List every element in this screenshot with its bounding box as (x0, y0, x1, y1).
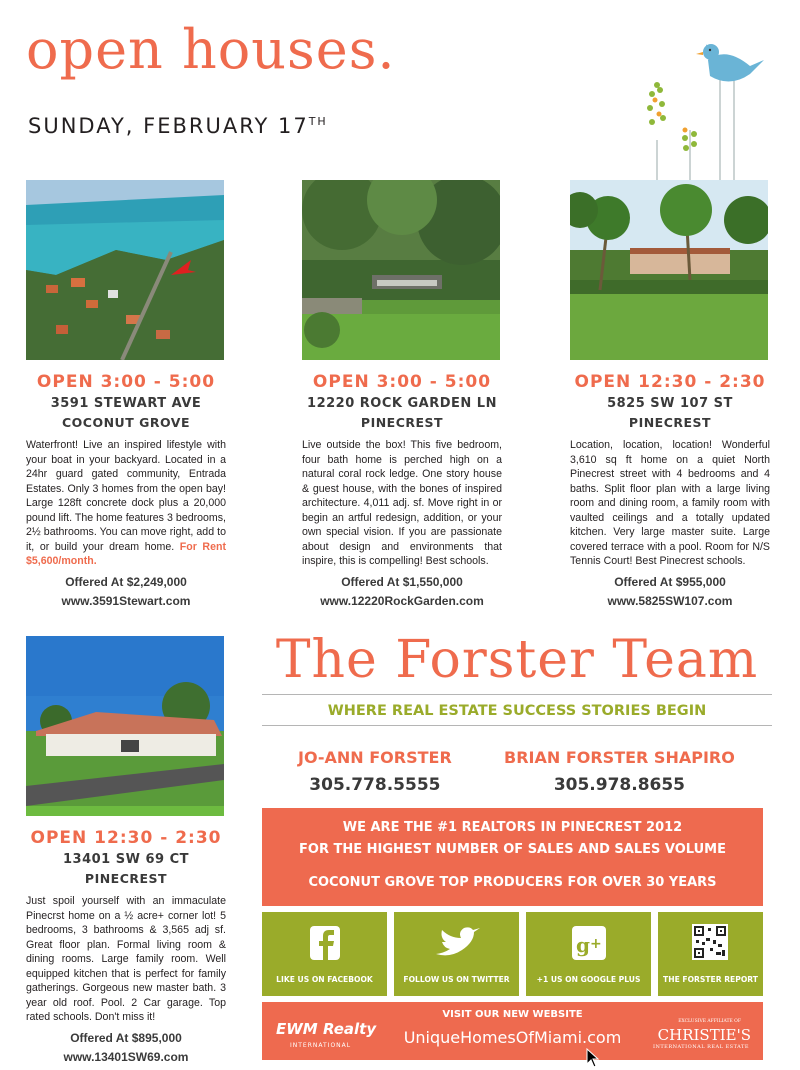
social-label: +1 US ON GOOGLE PLUS (536, 975, 641, 984)
agent-name: JO-ANN FORSTER (298, 748, 452, 767)
christies-sublabel: INTERNATIONAL REAL ESTATE (652, 1044, 749, 1050)
listing-url[interactable]: www.3591Stewart.com (61, 593, 191, 608)
open-time: OPEN 12:30 - 2:30 (30, 828, 222, 848)
agent (504, 748, 735, 795)
twitter-icon (394, 924, 519, 964)
listing-address: 13401 SW 69 CT (62, 852, 189, 867)
team-section (262, 630, 772, 795)
svg-text:g: g (576, 933, 590, 957)
achievement-banner (262, 808, 763, 906)
listing-address: 5825 SW 107 ST (607, 396, 733, 411)
listing-url[interactable]: www.5825SW107.com (607, 593, 733, 608)
agent-name: BRIAN FORSTER SHAPIRO (504, 748, 735, 767)
open-time: OPEN 12:30 - 2:30 (574, 372, 766, 392)
website-footer (262, 1002, 763, 1060)
listing-price: Offered At $2,249,000 (65, 574, 187, 589)
listing-card (570, 180, 770, 608)
listing-photo-ranch-house (26, 636, 224, 816)
listing-price: Offered At $955,000 (614, 574, 726, 589)
divider (262, 694, 772, 695)
banner-line-1: WE ARE THE #1 REALTORS IN PINECREST 2012 (342, 820, 683, 835)
ewm-realty-sublabel: INTERNATIONAL (290, 1042, 352, 1049)
visit-website-label: VISIT OUR NEW WEBSITE (442, 1009, 583, 1020)
qr-code-icon (658, 924, 763, 964)
listing-photo-palm-house (570, 180, 768, 360)
listing-area: PINECREST (360, 415, 444, 430)
open-time: OPEN 3:00 - 5:00 (36, 372, 216, 392)
christies-affiliate-label: EXCLUSIVE AFFILIATE OF (678, 1019, 741, 1024)
listing-card (26, 180, 226, 608)
listing-url[interactable]: www.12220RockGarden.com (320, 593, 484, 608)
listing-price: Offered At $895,000 (70, 1030, 182, 1045)
listing-price: Offered At $1,550,000 (341, 574, 463, 589)
listing-photo-garden-house (302, 180, 500, 360)
divider (262, 725, 772, 726)
listing-card (302, 180, 502, 608)
team-tagline: WHERE REAL ESTATE SUCCESS STORIES BEGIN (327, 703, 707, 719)
website-link[interactable]: UniqueHomesOfMiami.com (403, 1028, 622, 1047)
team-name: The Forster Team (275, 630, 759, 690)
agent (298, 748, 452, 795)
social-label: LIKE US ON FACEBOOK (276, 975, 373, 984)
facebook-tile[interactable] (262, 912, 387, 996)
listing-area: COCONUT GROVE (62, 415, 190, 430)
agent-phone: 305.778.5555 (309, 775, 441, 795)
banner-line-3: COCONUT GROVE TOP PRODUCERS FOR OVER 30 YEARS (308, 875, 717, 890)
social-label: THE FORSTER REPORT (663, 975, 758, 984)
google-plus-icon (526, 924, 651, 964)
listing-area: PINECREST (628, 415, 712, 430)
rent-note: For Rent $5,600/month. (26, 540, 226, 567)
listing-description: Just spoil yourself with an immaculate Pinecrst home on a ½ acre+ corner lot! 5 bedrooms, 3 bathrooms & 3,565 adj sf. Great floor plan. Formal living room & dining rooms. Large family room. Well equipped kitchen that is perfect for family gatherings. Gorgeous new master bath. 3 year old roof. Pool. 2 Car garage. Top rated schools. Don't miss it! (26, 895, 226, 1023)
social-label: FOLLOW US ON TWITTER (403, 975, 510, 984)
forster-report-tile[interactable] (658, 912, 763, 996)
google-plus-tile[interactable] (526, 912, 651, 996)
agent-phone: 305.978.8655 (553, 775, 686, 795)
listing-photo-aerial-waterfront (26, 180, 224, 360)
banner-line-2: FOR THE HIGHEST NUMBER OF SALES AND SALES VOLUME (299, 842, 726, 857)
ewm-realty-logo: EWM Realty (276, 1020, 377, 1038)
listing-description: Waterfront! Live an inspired lifestyle with your boat in your backyard. Located in a 24hr guard gated community, Entrada Estates. Only 3 homes from the open bay! Large 128ft concrete dock plus a 20,000 pound lift. The home features 3 bedrooms, 2½ bathrooms. You can move right, add to it, or build your dream home. For Rent $5,600/month. (26, 439, 226, 567)
mouse-pointer-icon (586, 1048, 600, 1068)
christies-logo: CHRISTIE'S (657, 1026, 751, 1044)
facebook-icon (262, 924, 387, 964)
listing-address: 12220 ROCK GARDEN LN (307, 396, 497, 411)
listing-area: PINECREST (84, 871, 168, 886)
listing-card (26, 636, 226, 1064)
event-date: SUNDAY, FEBRUARY 17TH (28, 114, 328, 138)
listing-address: 3591 STEWART AVE (50, 396, 202, 411)
twitter-tile[interactable] (394, 912, 519, 996)
page-headline: open houses. (26, 18, 396, 81)
listing-url[interactable]: www.13401SW69.com (63, 1049, 189, 1064)
bird-and-trees-illustration (630, 30, 770, 180)
svg-text:+: + (590, 936, 602, 952)
listing-description: Location, location, location! Wonderful 3,610 sq ft home on a quiet North Pinecrest street with 4 bedrooms and 4 baths. Split floor plan with a large living room and dining room, a family room with vaulted ceilings and a totally updated kitchen. Very large master suite. Large covered terrace with a pool. Room for N/S Tennis Court! Best Pinecrest schools. (570, 439, 770, 567)
listing-description: Live outside the box! This five bedroom, four bath home is perched high on a natural coral rock ledge. One story house & guest house, with the bones of inspired architecture. 4,011 adj. sf. Move right in or begin an artful redesign, addition, or your own special vision. If you are passionate about design and environments that inspire, this is compelling! Best schools. (302, 439, 502, 567)
open-time: OPEN 3:00 - 5:00 (312, 372, 492, 392)
